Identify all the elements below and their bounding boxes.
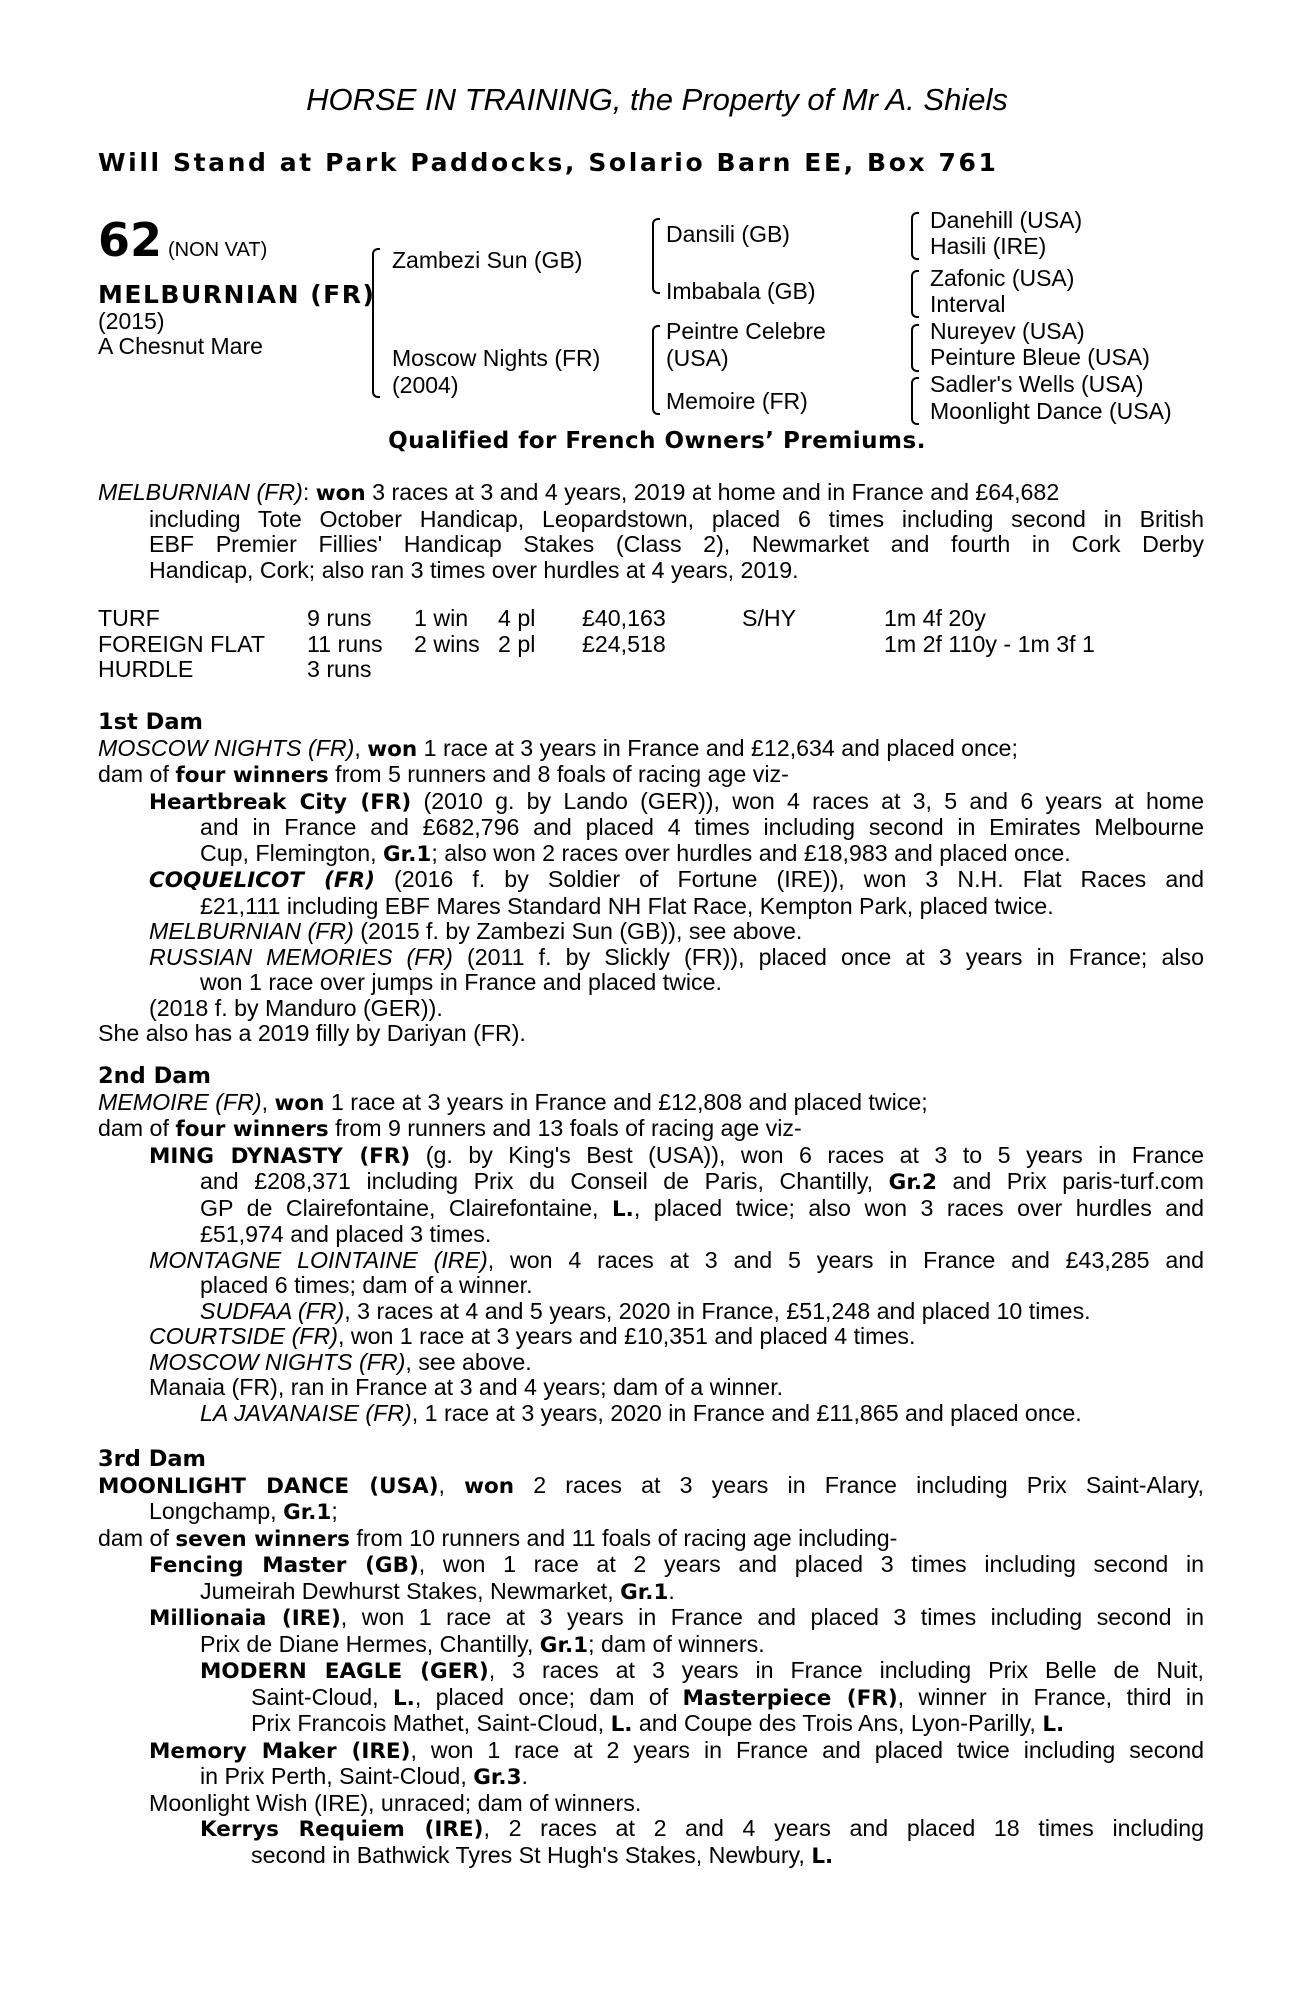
progeny-entry — [98, 1350, 1204, 1376]
progeny-record: , 3 races at 4 and 5 years, 2020 in France, £51,248 and placed 10 times. — [344, 1297, 1091, 1324]
progeny-name: Heartbreak City (FR) — [149, 789, 412, 815]
summary-line: EBF Premier Fillies' Handicap Stakes (Class 2), Newmarket and fourth in Cork Derby — [149, 531, 1204, 557]
progeny-name: Millionaia (IRE) — [149, 1606, 341, 1631]
progeny-record: in Prix Perth, Saint-Cloud, — [200, 1763, 467, 1789]
progeny-record: Cup, Flemington, — [200, 839, 377, 866]
page-title: HORSE IN TRAINING, the Property of Mr A. Shiels — [306, 82, 1008, 117]
dam-of-label: dam of — [98, 1524, 169, 1551]
won-label: won — [315, 481, 366, 506]
pedigree-sds: Zafonic (USA) — [930, 265, 1075, 291]
punctuation: . — [521, 1763, 528, 1789]
pedigree-dam: Moscow Nights (FR) — [392, 345, 601, 371]
grand-progeny-entry — [98, 1658, 1204, 1685]
progeny-record: placed 6 times; dam of a winner. — [200, 1272, 533, 1298]
punctuation: , — [438, 1471, 445, 1498]
premium-qualification: Qualified for French Owners’ Premiums. — [388, 428, 926, 454]
progeny-record: (g. by King's Best (USA)), won 6 races at 3 to 5 years in France — [425, 1141, 1204, 1168]
stats-runs: 9 runs — [307, 605, 372, 631]
first-dam-section: 1st Dam MOSCOW NIGHTS (FR), won 1 race at 3 years in France and £12,634 and placed once; dam of four winners from 5 runners and 8 foals of racing age viz- Heartbreak City (FR) (2010 g. by Lando (GER)), won 4 races at 3, 5 and 6 years at home and in France and £682,796 and placed 4 times including second in Emirates Melbourne Cup, Flemington, Gr.1; also won 2 races over hurdles and £18,983 and placed once. COQUELICOT (FR) (2016 f. by Soldier of Fortune (IRE)), won 3 N.H. Flat Races and £21,111 including EBF Mares Standard NH Flat Race, Kempton Park, placed twice. MELBURNIAN (FR) (2015 f. by Zambezi Sun (GB)), see above. RUSSIAN MEMORIES (FR) (2011 f. by Slickly (FR)), placed once at 3 years in France; also won 1 race over jumps in France and placed twice. (2018 f. by Manduro (GER)). She also has a 2019 filly by Dariyan (FR). — [98, 709, 1205, 1046]
progeny-record: and Prix paris-turf.com — [952, 1168, 1204, 1194]
group-grade: Gr.1 — [620, 1579, 669, 1605]
listed-grade: L. — [811, 1843, 834, 1869]
pedigree-brace — [911, 324, 919, 372]
progeny-name: Masterpiece (FR) — [682, 1685, 898, 1711]
pedigree-sdd: Interval — [930, 291, 1006, 317]
progeny-entry — [98, 1248, 1204, 1274]
dam-record: 1 race at 3 years in France and £12,808 and placed twice; — [330, 1088, 928, 1115]
stand-location: Will Stand at Park Paddocks, Solario Barn EE, Box 761 — [98, 148, 999, 177]
progeny-entry — [98, 789, 1204, 816]
progeny-record: , won 1 race at 2 years and placed 3 times including second in — [418, 1551, 1204, 1577]
pedigree-brace — [652, 325, 660, 415]
progeny-name: MELBURNIAN (FR) — [149, 918, 354, 944]
progeny-entry — [98, 1143, 1204, 1170]
progeny-entry — [98, 945, 1204, 971]
second-dam-section: 2nd Dam MEMOIRE (FR), won 1 race at 3 years in France and £12,808 and placed twice; dam of four winners from 9 runners and 13 foals of racing age viz- MING DYNASTY (FR) (g. by King's Best (USA)), won 6 races at 3 to 5 years in France and £208,371 including Prix du Conseil de Paris, Chantilly, Gr.2 and Prix paris-turf.com GP de Clairefontaine, Clairefontaine, L., placed twice; also won 3 races over hurdles and £51,974 and placed 3 times. MONTAGNE LOINTAINE (IRE), won 4 races at 3 and 5 years in France and £43,285 and placed 6 times; dam of a winner. SUDFAA (FR), 3 races at 4 and 5 years, 2020 in France, £51,248 and placed 10 times. COURTSIDE (FR), won 1 race at 3 years and £10,351 and placed 4 times. MOSCOW NIGHTS (FR), see above. Manaia (FR), ran in France at 3 and 4 years; dam of a winner. LA JAVANAISE (FR), 1 race at 3 years, 2020 in France and £11,865 and placed once. — [98, 1063, 1205, 1426]
progeny-record: (2015 f. by Zambezi Sun (GB)), see above. — [360, 918, 803, 944]
progeny-record: won 1 race over jumps in France and placed twice. — [200, 969, 722, 995]
progeny-name: COURTSIDE (FR) — [149, 1323, 338, 1349]
stats-type: FOREIGN FLAT — [98, 630, 266, 657]
stats-earnings: £24,518 — [582, 630, 666, 657]
progeny-record: , won 1 race at 2 years in France and placed twice including second — [410, 1736, 1204, 1763]
progeny-name: Kerrys Requiem (IRE) — [200, 1817, 484, 1842]
pedigree-dam-year: (2004) — [392, 372, 459, 398]
summary-horse: MELBURNIAN (FR) — [98, 479, 303, 505]
progeny-record: and in France and £682,796 and placed 4 times including second in Emirates Melbourne — [200, 814, 1204, 840]
punctuation: . — [668, 1577, 675, 1604]
progeny-entry: Moonlight Wish (IRE), unraced; dam of winners. — [149, 1789, 642, 1816]
progeny-name: MING DYNASTY (FR) — [149, 1143, 411, 1169]
grand-progeny-entry — [98, 1816, 1204, 1843]
progeny-record: (2011 f. by Slickly (FR)), placed once at 3 years in France; also — [466, 943, 1204, 970]
pedigree-brace — [911, 270, 919, 318]
group-grade: Gr.1 — [383, 841, 432, 867]
pedigree-brace — [911, 212, 919, 260]
progeny-record: and £208,371 including Prix du Conseil de Paris, Chantilly, — [200, 1168, 874, 1194]
pedigree-dam-dam: Memoire (FR) — [666, 388, 808, 414]
progeny-entry — [98, 867, 1204, 894]
progeny-record: , winner in France, third in — [897, 1683, 1204, 1710]
progeny-entry: (2018 f. by Manduro (GER)). — [149, 994, 443, 1021]
progeny-entry — [98, 1324, 1204, 1350]
punctuation: ; — [331, 1498, 338, 1524]
summary-line: including Tote October Handicap, Leopardstown, placed 6 times including second in British — [149, 505, 1204, 532]
progeny-name: RUSSIAN MEMORIES (FR) — [149, 943, 453, 970]
summary-colon: : — [302, 479, 310, 505]
pedigree-dam-sire: Peintre Celebre — [666, 318, 826, 344]
progeny-record: (2010 g. by Lando (GER)), won 4 races at 3, 5 and 6 years at home — [423, 787, 1204, 814]
additional-foal: She also has a 2019 filly by Dariyan (FR). — [98, 1020, 526, 1046]
dam-name: MOONLIGHT DANCE (USA) — [98, 1473, 439, 1499]
pedigree-dsd: Peinture Bleue (USA) — [930, 344, 1150, 370]
stats-type: HURDLE — [98, 656, 194, 682]
progeny-name: SUDFAA (FR) — [200, 1297, 345, 1324]
lot-number: 62 — [98, 213, 163, 267]
stats-wins: 1 win — [414, 605, 469, 631]
stats-placed: 4 pl — [498, 605, 536, 631]
progeny-entry — [98, 1605, 1204, 1632]
pedigree-dam-sire-country: (USA) — [666, 345, 729, 371]
pedigree-dss: Nureyev (USA) — [930, 318, 1085, 344]
grand-progeny-entry — [98, 1299, 1204, 1325]
progeny-entry — [98, 1738, 1204, 1765]
dam-record: 1 race at 3 years in France and £12,634 and placed once; — [423, 734, 1018, 761]
stats-going: S/HY — [742, 605, 797, 631]
listed-grade: L. — [392, 1685, 415, 1711]
won-label: won — [464, 1473, 515, 1499]
pedigree-brace — [911, 377, 919, 425]
progeny-record: , see above. — [405, 1348, 532, 1375]
progeny-record: Jumeirah Dewhurst Stakes, Newmarket, — [200, 1577, 614, 1604]
progeny-record: second in Bathwick Tyres St Hugh's Stakes, Newbury, — [251, 1841, 805, 1868]
dam-of-label: dam of — [98, 1115, 169, 1141]
group-grade: Gr.3 — [473, 1765, 522, 1790]
stats-runs: 11 runs — [307, 630, 383, 657]
progeny-record: , won 1 race at 3 years and £10,351 and placed 4 times. — [337, 1323, 916, 1349]
vat-status: (NON VAT) — [168, 239, 268, 261]
section-heading: 3rd Dam — [98, 1446, 206, 1472]
dam-record: 2 races at 3 years in France including Prix Saint-Alary, — [533, 1471, 1204, 1498]
section-heading: 2nd Dam — [98, 1063, 211, 1089]
race-summary — [98, 480, 1204, 583]
winners-count: four winners — [175, 763, 329, 788]
progeny-name: LA JAVANAISE (FR) — [200, 1399, 412, 1426]
winners-count: seven winners — [175, 1526, 350, 1552]
progeny-name: MONTAGNE LOINTAINE (IRE) — [149, 1246, 488, 1273]
progeny-record: , placed once; dam of — [414, 1683, 669, 1710]
third-dam-section — [98, 1447, 1204, 1869]
lot-number-block — [98, 213, 267, 267]
pedigree-dds: Sadler's Wells (USA) — [930, 371, 1144, 397]
progeny-record: (2016 f. by Soldier of Fortune (IRE)), won 3 N.H. Flat Races and — [393, 866, 1205, 892]
stats-earnings: £40,163 — [582, 605, 666, 631]
pedigree-brace — [372, 248, 380, 398]
dam-name: MOSCOW NIGHTS (FR) — [98, 734, 355, 761]
progeny-record: , 3 races at 3 years in France including Prix Belle de Nuit, — [488, 1657, 1204, 1683]
won-label: won — [367, 736, 418, 762]
pedigree-sire: Zambezi Sun (GB) — [392, 247, 583, 273]
progeny-record: , 1 race at 3 years, 2020 in France and £11,865 and placed once. — [411, 1399, 1082, 1426]
progeny-entry — [98, 1552, 1204, 1579]
grand-progeny-entry — [98, 1401, 1204, 1427]
horse-description: A Chesnut Mare — [98, 333, 263, 359]
progeny-entry: Manaia (FR), ran in France at 3 and 4 years; dam of a winner. — [149, 1374, 784, 1400]
summary-line: Handicap, Cork; also ran 3 times over hurdles at 4 years, 2019. — [149, 556, 799, 583]
progeny-record: , won 1 race at 3 years in France and placed 3 times including second in — [340, 1604, 1205, 1630]
progeny-record: Saint-Cloud, — [251, 1683, 379, 1710]
progeny-record: £21,111 including EBF Mares Standard NH Flat Race, Kempton Park, placed twice. — [200, 892, 1054, 919]
progeny-name: Memory Maker (IRE) — [149, 1738, 411, 1764]
progeny-record: Prix de Diane Hermes, Chantilly, — [200, 1630, 534, 1657]
foals-summary: from 5 runners and 8 foals of racing age viz- — [335, 761, 789, 787]
foals-summary: from 9 runners and 13 foals of racing age viz- — [335, 1115, 802, 1141]
progeny-record: , placed twice; also won 3 races over hurdles and — [633, 1194, 1204, 1221]
listed-grade: L. — [1042, 1712, 1065, 1737]
progeny-record: £51,974 and placed 3 times. — [200, 1221, 492, 1247]
stats-distance: 1m 4f 20y — [884, 605, 986, 631]
stats-placed: 2 pl — [498, 630, 536, 657]
section-heading: 1st Dam — [98, 709, 203, 735]
pedigree-brace — [652, 218, 660, 294]
progeny-name: MODERN EAGLE (GER) — [200, 1659, 489, 1684]
listed-grade: L. — [611, 1196, 634, 1222]
pedigree-sss: Danehill (USA) — [930, 207, 1083, 233]
pedigree-sire-sire: Dansili (GB) — [666, 221, 790, 247]
progeny-record: and Coupe des Trois Ans, Lyon-Parilly, — [638, 1710, 1036, 1736]
stats-type: TURF — [98, 605, 160, 631]
progeny-record: , won 4 races at 3 and 5 years in France and £43,285 and — [487, 1246, 1205, 1273]
group-grade: Gr.2 — [888, 1170, 937, 1195]
progeny-record: GP de Clairefontaine, Clairefontaine, — [200, 1194, 599, 1221]
listed-grade: L. — [610, 1712, 633, 1737]
horse-name: MELBURNIAN (FR) — [98, 280, 376, 309]
progeny-record: ; also won 2 races over hurdles and £18,983 and placed once. — [431, 839, 1071, 866]
progeny-record: Prix Francois Mathet, Saint-Cloud, — [251, 1710, 605, 1736]
stats-distance: 1m 2f 110y - 1m 3f 1 — [884, 630, 1095, 657]
progeny-entry — [98, 919, 1204, 945]
progeny-name: COQUELICOT (FR) — [149, 868, 375, 893]
dam-of-label: dam of — [98, 761, 169, 787]
stats-wins: 2 wins — [414, 630, 480, 657]
progeny-name: MOSCOW NIGHTS (FR) — [149, 1348, 406, 1375]
pedigree-ddd: Moonlight Dance (USA) — [930, 398, 1172, 424]
progeny-name: Fencing Master (GB) — [149, 1553, 419, 1578]
winners-count: four winners — [175, 1117, 329, 1142]
progeny-record: , 2 races at 2 and 4 years and placed 18 times including — [483, 1815, 1204, 1841]
dam-record: Longchamp, — [149, 1498, 277, 1524]
horse-year: (2015) — [98, 308, 165, 334]
stats-runs: 3 runs — [307, 656, 372, 682]
won-label: won — [274, 1090, 325, 1116]
progeny-record: ; dam of winners. — [588, 1630, 765, 1657]
dam-name: MEMOIRE (FR) — [98, 1088, 262, 1115]
foals-summary: from 10 runners and 11 foals of racing age including- — [356, 1524, 898, 1551]
group-grade: Gr.1 — [539, 1632, 589, 1658]
pedigree-ssd: Hasili (IRE) — [930, 233, 1047, 259]
pedigree-sire-dam: Imbabala (GB) — [666, 278, 816, 304]
summary-line: 3 races at 3 and 4 years, 2019 at home and in France and £64,682 — [372, 479, 1060, 505]
group-grade: Gr.1 — [283, 1500, 332, 1525]
